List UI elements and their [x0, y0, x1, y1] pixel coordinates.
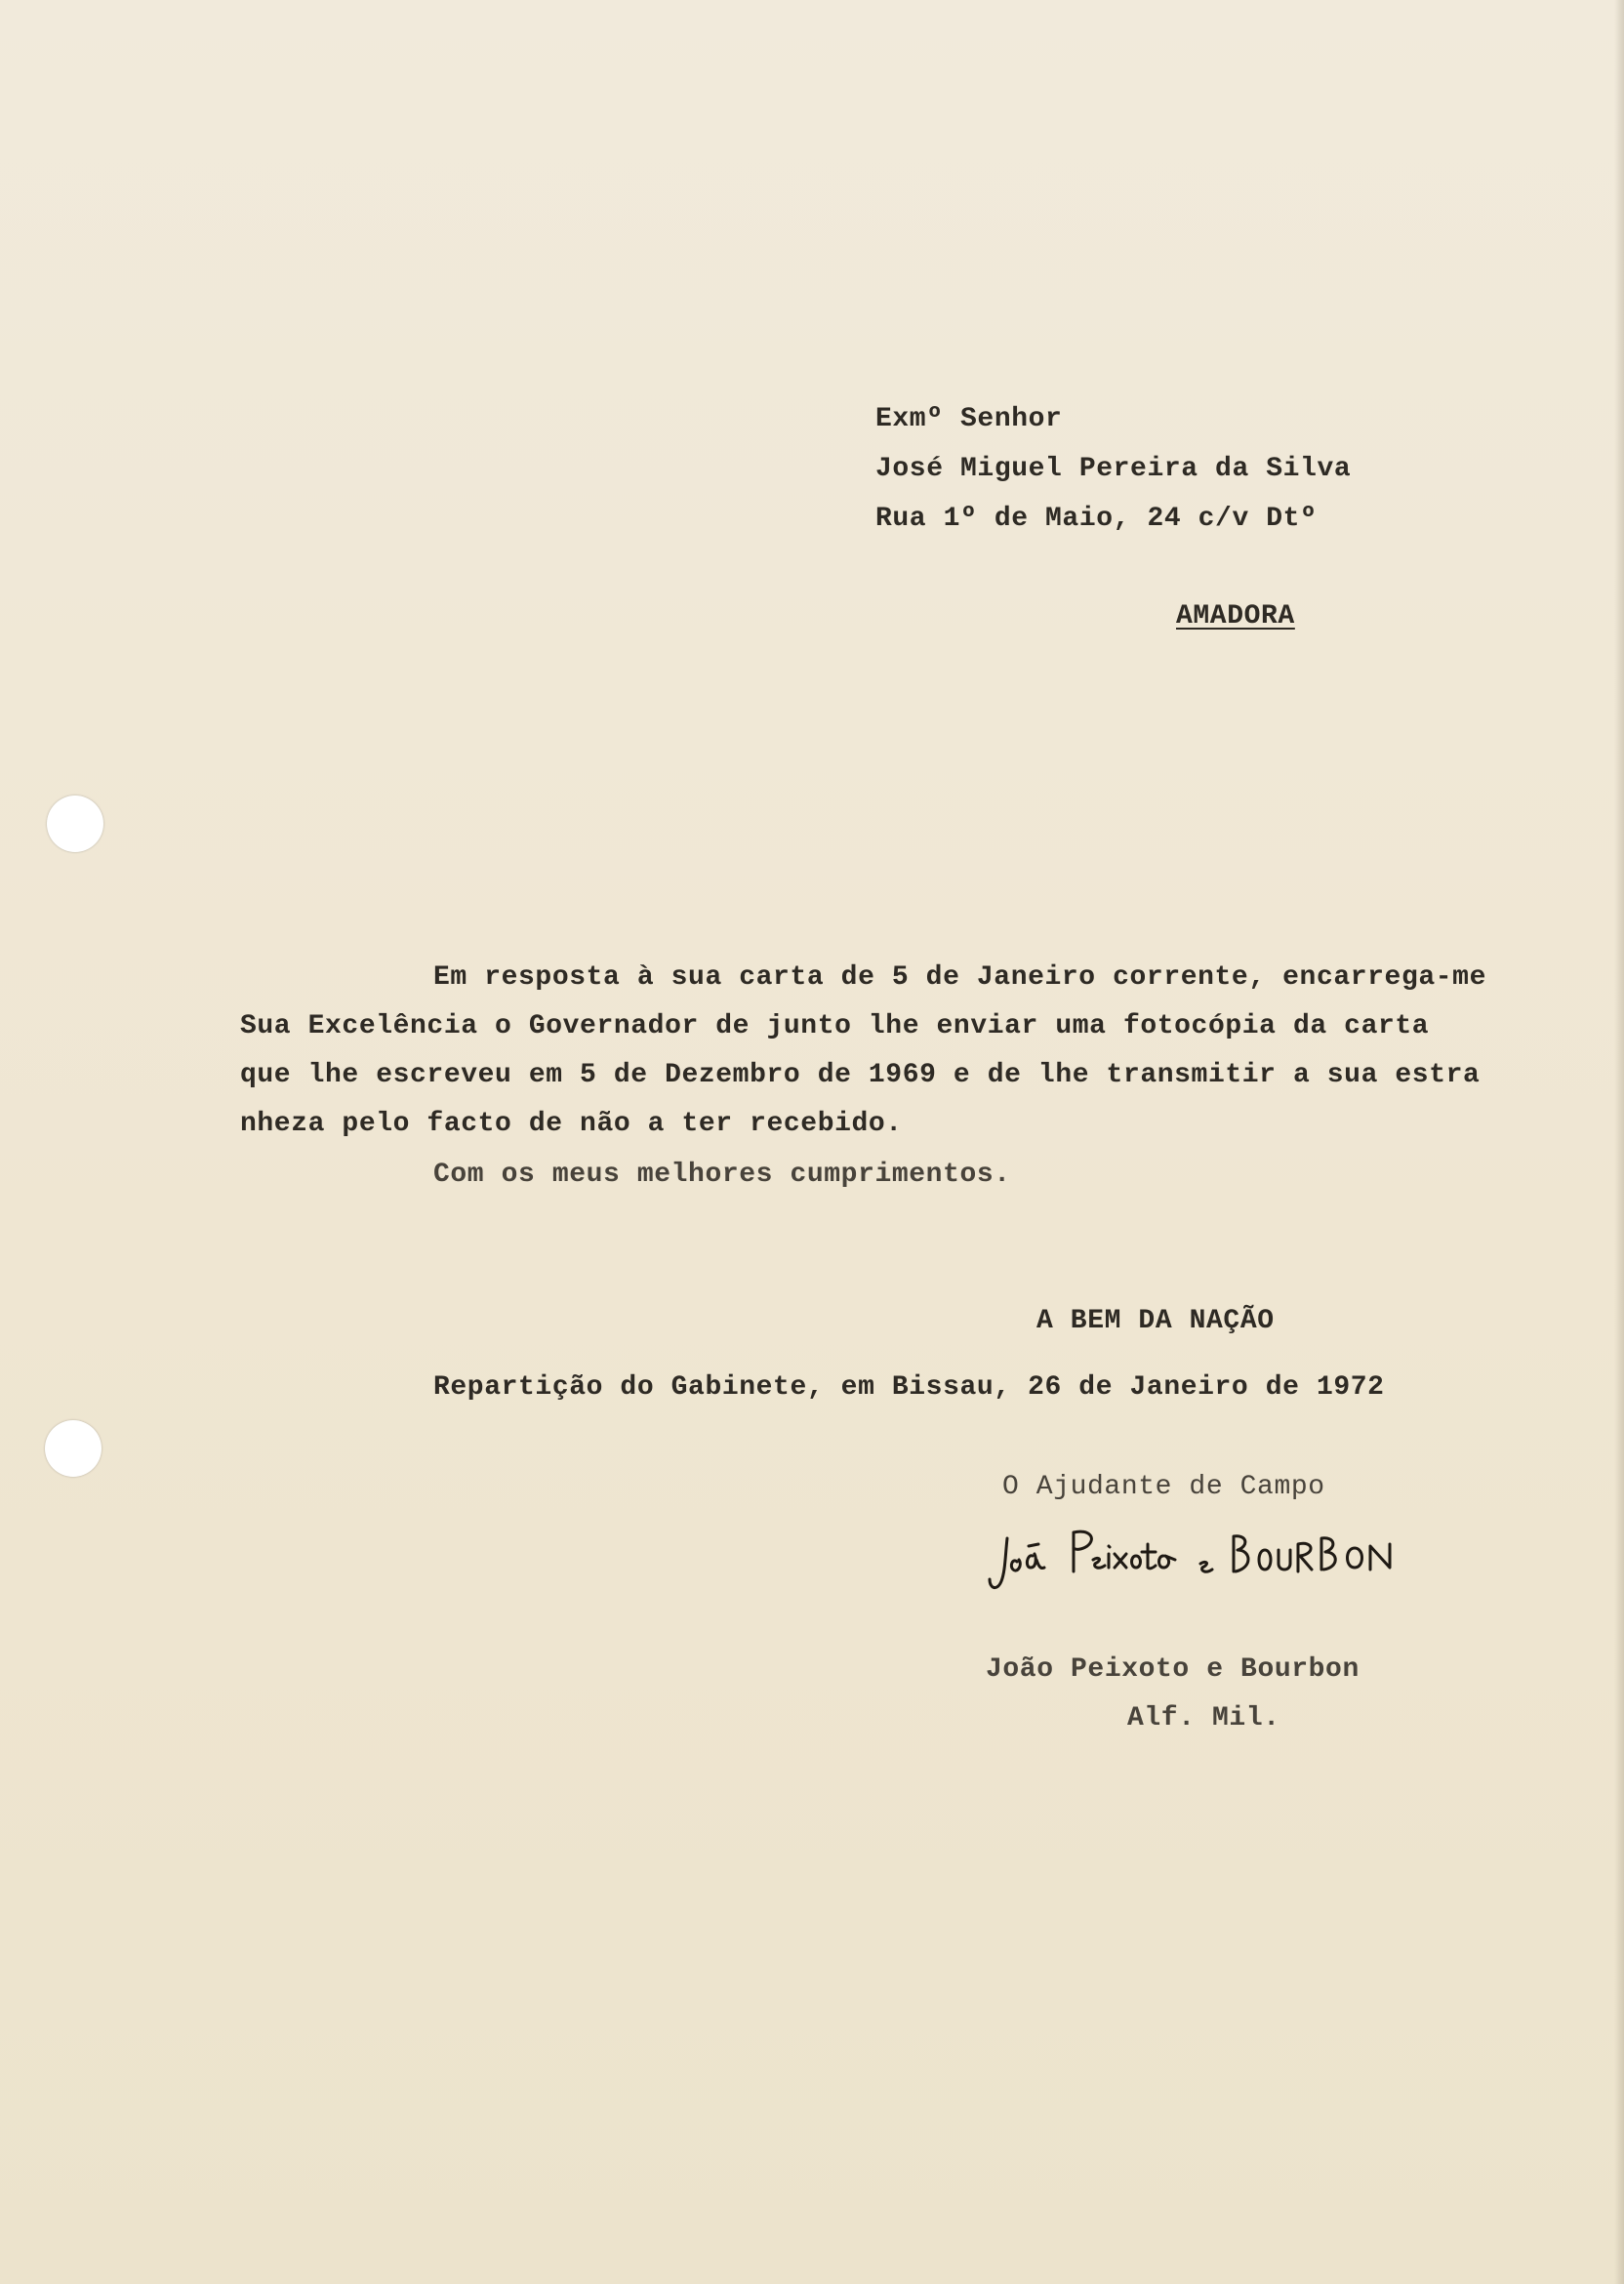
handwritten-signature [984, 1511, 1413, 1609]
body-line-1: Em resposta à sua carta de 5 de Janeiro corrente, encarrega-me [433, 962, 1486, 993]
body-line-2: Sua Excelência o Governador de junto lhe enviar uma fotocópia da carta [240, 1011, 1430, 1041]
page-edge-shadow [1614, 0, 1624, 2284]
closing-role: O Ajudante de Campo [1002, 1472, 1325, 1502]
body-line-3: que lhe escreveu em 5 de Dezembro de 1969 e de lhe transmitir a sua estra [240, 1060, 1481, 1090]
address-name: José Miguel Pereira da Silva [875, 454, 1352, 484]
signer-rank: Alf. Mil. [1127, 1703, 1280, 1733]
punch-hole-top [47, 795, 103, 852]
body-line-5: Com os meus melhores cumprimentos. [433, 1160, 1011, 1190]
punch-hole-bottom [45, 1420, 102, 1477]
address-city: AMADORA [1176, 601, 1295, 632]
body-line-4: nheza pelo facto de não a ter recebido. [240, 1109, 903, 1139]
signer-name: João Peixoto e Bourbon [986, 1654, 1360, 1685]
closing-motto: A BEM DA NAÇÃO [1036, 1306, 1275, 1336]
closing-place-date: Repartição do Gabinete, em Bissau, 26 de Janeiro de 1972 [433, 1372, 1385, 1403]
address-salutation: Exmº Senhor [875, 404, 1063, 434]
address-street: Rua 1º de Maio, 24 c/v Dtº [875, 504, 1318, 534]
